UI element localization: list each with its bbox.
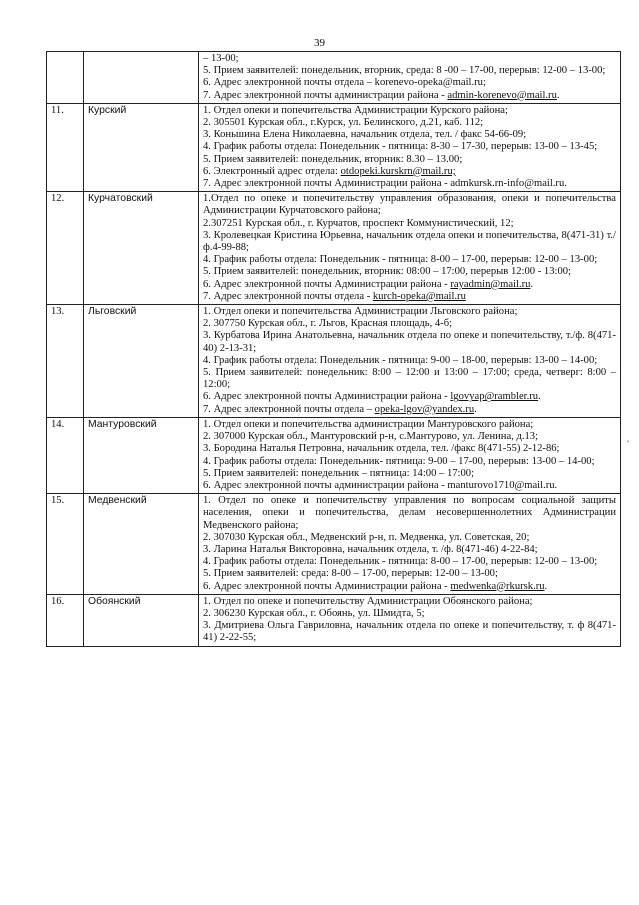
detail-line: 6. Адрес электронной почты отдела – korenevo-opeka@mail.ru; — [203, 77, 486, 89]
detail-line: 1.Отдел по опеке и попечительству управления образования, опеки и попечительства Администрации Курчатовского района; — [203, 193, 616, 217]
detail-text: 6. Адрес электронной почты Администрации района - — [203, 580, 451, 592]
detail-line: 5. Прием заявителей: понедельник, вторник: 8.30 – 13.00; — [203, 153, 463, 165]
email-link[interactable]: opeka-lgov@yandex.ru — [374, 403, 475, 415]
detail-line: 3. Курбатова Ирина Анатольевна, начальник отдела по опеке и попечительству, т./ф. 8(471-40) 2-13-31; — [203, 330, 616, 354]
district-details — [199, 594, 621, 646]
margin-mark: ' — [627, 439, 629, 449]
district-details — [199, 417, 621, 493]
detail-text-suffix: . — [544, 580, 548, 592]
detail-line: 3. Бородина Наталья Петровна, начальник отдела, тел. /факс 8(471-55) 2-12-86; — [203, 443, 560, 455]
table-row — [47, 305, 621, 418]
detail-line: 5. Прием заявителей: среда: 8-00 – 17-00, перерыв: 12-00 – 13-00; — [203, 568, 498, 580]
detail-text: 7. Адрес электронной почты отдела – — [203, 403, 375, 415]
detail-line: 3. Кролевецкая Кристина Юрьевна, начальник отдела опеки и попечительства, 8(471-31) т./ф.4-99-88; — [203, 229, 616, 254]
detail-line: 3. Коньшина Елена Николаевна, начальник отдела, тел. / факс 54-66-09; — [203, 129, 527, 141]
district-name: Медвенский — [84, 494, 199, 595]
detail-line: 5. Прием заявителей: понедельник: 8:00 – 12:00 и 13:00 – 17:00; среда, четверг: 8:00 – 12:00; — [203, 367, 616, 391]
table-row — [47, 494, 621, 595]
detail-line: 2.307251 Курская обл., г. Курчатов, проспект Коммунистический, 12; — [203, 217, 514, 229]
detail-line: 4. График работы отдела: Понедельник - пятница: 8-30 – 17-30, перерыв: 13-00 – 13-45; — [203, 141, 598, 153]
row-number: 15. — [47, 494, 84, 595]
detail-line — [203, 391, 616, 403]
email-link[interactable]: rayadmin@mail.ru — [450, 278, 531, 290]
district-name — [84, 52, 199, 104]
email-link[interactable]: admin-korenevo@mail.ru — [447, 89, 557, 101]
district-details — [199, 103, 621, 191]
detail-text: 6. Адрес электронной почты Администрации района - — [203, 278, 451, 290]
detail-text: 7. Адрес электронной почты администрации района - — [203, 89, 448, 101]
detail-line: 4. График работы отдела: Понедельник- пятница: 9-00 – 17-00, перерыв: 13-00 – 14-00; — [203, 455, 595, 467]
district-name: Обоянский — [84, 594, 199, 646]
detail-line — [203, 90, 616, 102]
detail-line: 2. 307750 Курская обл., г. Льгов, Красная площадь, 4-б; — [203, 318, 453, 330]
detail-text-suffix: . — [530, 278, 534, 290]
detail-line: 1. Отдел опеки и попечительства администрации Мантуровского района; — [203, 418, 534, 430]
district-name: Льговский — [84, 305, 199, 418]
district-details — [199, 52, 621, 104]
table-body — [47, 52, 621, 647]
page-number: 39 — [314, 37, 325, 49]
detail-line: 5. Прием заявителей: понедельник, вторник, среда: 8 -00 – 17-00, перерыв: 12-00 – 13-00; — [203, 65, 606, 77]
district-name: Мантуровский — [84, 417, 199, 493]
detail-line: 2. 307000 Курская обл., Мантуровский р-н, с.Мантурово, ул. Ленина, д.13; — [203, 431, 539, 443]
email-link[interactable]: otdopeki.kurskrn@mail.ru; — [340, 165, 456, 177]
detail-line: 1. Отдел опеки и попечительства Администрации Курского района; — [203, 104, 508, 116]
detail-text: 6. Адрес электронной почты Администрации района - — [203, 391, 451, 403]
detail-line: 1. Отдел по опеке и попечительству Администрации Обоянского района; — [203, 595, 533, 607]
row-number: 11. — [47, 103, 84, 191]
row-number: 16. — [47, 594, 84, 646]
detail-line: – 13-00; — [203, 53, 239, 64]
district-details — [199, 192, 621, 305]
district-name: Курчатовский — [84, 192, 199, 305]
detail-line: 7. Адрес электронной почты Администрации района - admkursk.rn-info@mail.ru. — [203, 178, 567, 190]
row-number: 12. — [47, 192, 84, 305]
row-number: 13. — [47, 305, 84, 418]
detail-text-suffix: . — [538, 391, 541, 403]
districts-table — [46, 51, 621, 647]
detail-line: 2. 307030 Курская обл., Медвенский р-н, п. Медвенка, ул. Советская, 20; — [203, 531, 530, 543]
district-details — [199, 305, 621, 418]
detail-line: 4. График работы отдела: Понедельник - пятница: 9-00 – 18-00, перерыв: 13-00 – 14-00; — [203, 354, 598, 366]
detail-text: 7. Адрес электронной почты отдела - — [203, 290, 373, 302]
table-row — [47, 52, 621, 104]
table-row — [47, 192, 621, 305]
detail-line: 4. График работы отдела: Понедельник - пятница: 8-00 – 17-00, перерыв: 12-00 – 13-00; — [203, 556, 598, 568]
detail-line: 6. Адрес электронной почты администрации района - manturovo1710@mail.ru. — [203, 479, 558, 491]
email-link[interactable]: kurch-opeka@mail.ru — [372, 290, 466, 302]
detail-line — [203, 291, 616, 303]
detail-line: 3. Дмитриева Ольга Гавриловна, начальник отдела по опеке и попечительству, т. ф 8(471-41) 2-22-55; — [203, 620, 616, 644]
detail-line: 2. 305501 Курская обл., г.Курск, ул. Белинского, д.21, каб. 112; — [203, 117, 484, 129]
detail-line: 4. График работы отдела: Понедельник - пятница: 8-00 – 17-00, перерыв: 12-00 – 13-00; — [203, 254, 598, 266]
detail-text-suffix: . — [474, 403, 477, 415]
district-details — [199, 494, 621, 595]
email-link[interactable]: lgovyap@rambler.ru — [450, 391, 539, 403]
detail-text-suffix: . — [556, 89, 560, 101]
table-row — [47, 417, 621, 493]
email-link[interactable]: medwenka@rkursk.ru — [450, 580, 545, 592]
detail-line: 3. Ларина Наталья Викторовна, начальник отдела, т. /ф. 8(471-46) 4-22-84; — [203, 543, 538, 555]
table-row — [47, 594, 621, 646]
row-number: 14. — [47, 417, 84, 493]
detail-line: 2. 306230 Курская обл., г. Обоянь, ул. Шмидта, 5; — [203, 607, 425, 619]
detail-line: 1. Отдел по опеке и попечительству управления по вопросам социальной защиты населения, опеки и попечительства, делам несовершеннолетних Администрации Медвенского района; — [203, 495, 616, 531]
district-name: Курский — [84, 103, 199, 191]
detail-line: 5. Прием заявителей: понедельник, вторник: 08:00 – 17:00, перерыв 12:00 - 13:00; — [203, 266, 571, 278]
detail-line: 5. Прием заявителей: понедельник – пятница: 14:00 – 17:00; — [203, 467, 475, 479]
detail-text: 6. Электронный адрес отдела: — [203, 165, 341, 177]
row-number — [47, 52, 84, 104]
table-row — [47, 103, 621, 191]
detail-line — [203, 581, 616, 593]
detail-line — [203, 279, 616, 291]
detail-line — [203, 404, 616, 416]
detail-line — [203, 166, 616, 178]
detail-line: 1. Отдел опеки и попечительства Администрации Льговского района; — [203, 306, 518, 318]
